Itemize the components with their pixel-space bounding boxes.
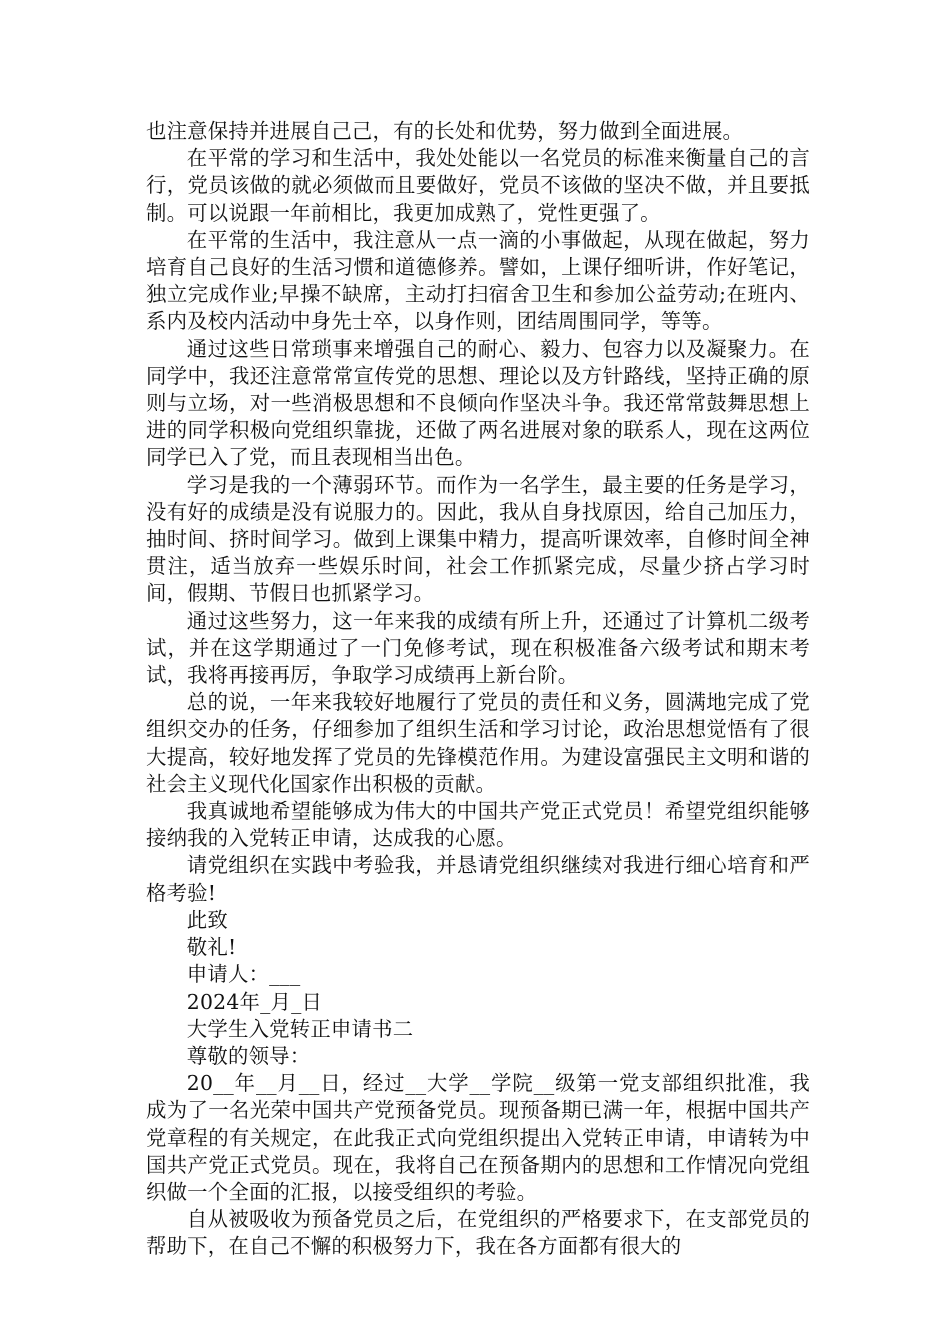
paragraph-3: 在平常的生活中，我注意从一点一滴的小事做起，从现在做起，努力培育自己良好的生活习惯和道德修养。譬如，上课仔细听讲，作好笔记，独立完成作业;早操不缺席，主动打扫宿舍卫生和参加公益劳动;在班内、系内及校内活动中身先士卒，以身作则，团结周围同学，等等。 (146, 227, 810, 334)
paragraph-7: 总的说，一年来我较好地履行了党员的责任和义务，圆满地完成了党组织交办的任务，仔细参加了组织生活和学习讨论，政治思想觉悟有了很大提高，较好地发挥了党员的先锋模范作用。为建设富强民主文明和谐的社会主义现代化国家作出积极的贡献。 (146, 690, 810, 796)
paragraph-16: 20__年__月__日，经过__大学__学院__级第一党支部组织批准，我成为了一名光荣中国共产党预备党员。现预备期已满一年，根据中国共产党章程的有关规定，在此我正式向党组织提出入党转正申请，申请转为中国共产党正式党员。现在，我将自己在预备期内的思想和工作情况向党组织做一个全面的汇报，以接受组织的考验。 (146, 1071, 810, 1204)
paragraph-9: 请党组织在实践中考验我，并恳请党组织继续对我进行细心培育和严格考验! (146, 853, 810, 905)
paragraph-4: 通过这些日常琐事来增强自己的耐心、毅力、包容力以及凝聚力。在同学中，我还注意常常宣传党的思想、理论以及方针路线，坚持正确的原则与立场，对一些消极思想和不良倾向作坚决斗争。我还常常鼓舞思想上进的同学积极向党组织靠拢，还做了两名进展对象的联系人，现在这两位同学已入了党，而且表现相当出色。 (146, 336, 810, 470)
applicant-line: 申请人：___ (186, 962, 301, 987)
regards-line: 敬礼! (186, 935, 237, 960)
paragraph-17: 自从被吸收为预备党员之后，在党组织的严格要求下，在支部党员的帮助下，在自己不懈的积极努力下，我在各方面都有很大的 (146, 1207, 810, 1259)
paragraph-5: 学习是我的一个薄弱环节。而作为一名学生，最主要的任务是学习，没有好的成绩是没有说服力的。因此，我从自身找原因，给自己加压力，抽时间、挤时间学习。做到上课集中精力，提高听课效率，自修时间全神贯注，适当放弃一些娱乐时间，社会工作抓紧完成，尽量少挤占学习时间，假期、节假日也抓紧学习。 (146, 472, 810, 606)
paragraph-1: 也注意保持并进展自己己，有的长处和优势，努力做到全面进展。 (146, 119, 744, 143)
document-page (146, 118, 810, 1261)
section-title: 大学生入党转正申请书二 (186, 1016, 414, 1041)
date-line: 2024年_月_日 (186, 989, 323, 1014)
salutation-line: 此致 (186, 907, 228, 932)
paragraph-6: 通过这些努力，这一年来我的成绩有所上升，还通过了计算机二级考试，并在这学期通过了一门免修考试，现在积极准备六级考试和期末考试，我将再接再厉，争取学习成绩再上新台阶。 (146, 608, 810, 688)
paragraph-2: 在平常的学习和生活中，我处处能以一名党员的标准来衡量自己的言行，党员该做的就必须做而且要做好，党员不该做的坚决不做，并且要抵制。可以说跟一年前相比，我更加成熟了，党性更强了。 (146, 146, 810, 225)
greeting-line: 尊敬的领导： (186, 1043, 311, 1068)
paragraph-8: 我真诚地希望能够成为伟大的中国共产党正式党员！希望党组织能够接纳我的入党转正申请，达成我的心愿。 (146, 799, 810, 851)
